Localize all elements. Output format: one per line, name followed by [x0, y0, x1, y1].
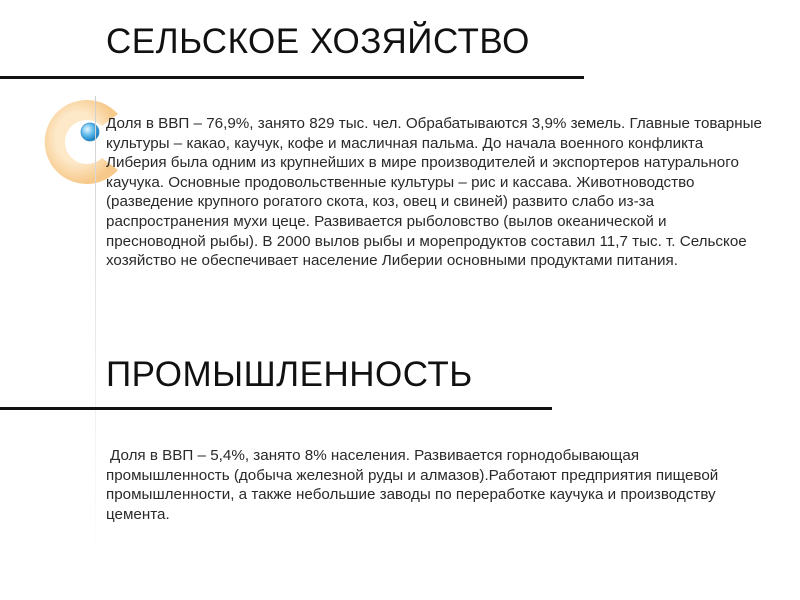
section-title-agriculture: СЕЛЬСКОЕ ХОЗЯЙСТВО: [106, 22, 530, 61]
vertical-divider: [95, 96, 96, 566]
section-title-industry: ПРОМЫШЛЕННОСТЬ: [106, 355, 473, 394]
title-underline-agriculture: [0, 76, 584, 79]
section-text-industry: Доля в ВВП – 5,4%, занято 8% населения. Развивается горнодобывающая промышленность (добыча железной руды и алмазов).Работают предприятия пищевой промышленности, а также небольшие заводы по переработке каучука и производству цемента.: [106, 447, 719, 523]
section-text-agriculture: Доля в ВВП – 76,9%, занято 829 тыс. чел. Обрабатываются 3,9% земель. Главные товарные культуры – какао, каучук, кофе и масличная пальма. До начала военного конфликта Либерия была одним из крупнейших в мире производителей и экспортеров натурального каучука. Основные продовольственные культуры – рис и кассава. Животноводство (разведение крупного рогатого скота, коз, овец и свиней) развито слабо из-за распространения мухи цеце. Развивается рыболовство (вылов океанической и пресноводной рыбы). В 2000 вылов рыбы и морепродуктов составил 11,7 тыс. т. Сельское хозяйство не обеспечивает население Либерии основными продуктами питания.: [106, 115, 762, 270]
title-underline-industry: [0, 407, 552, 410]
